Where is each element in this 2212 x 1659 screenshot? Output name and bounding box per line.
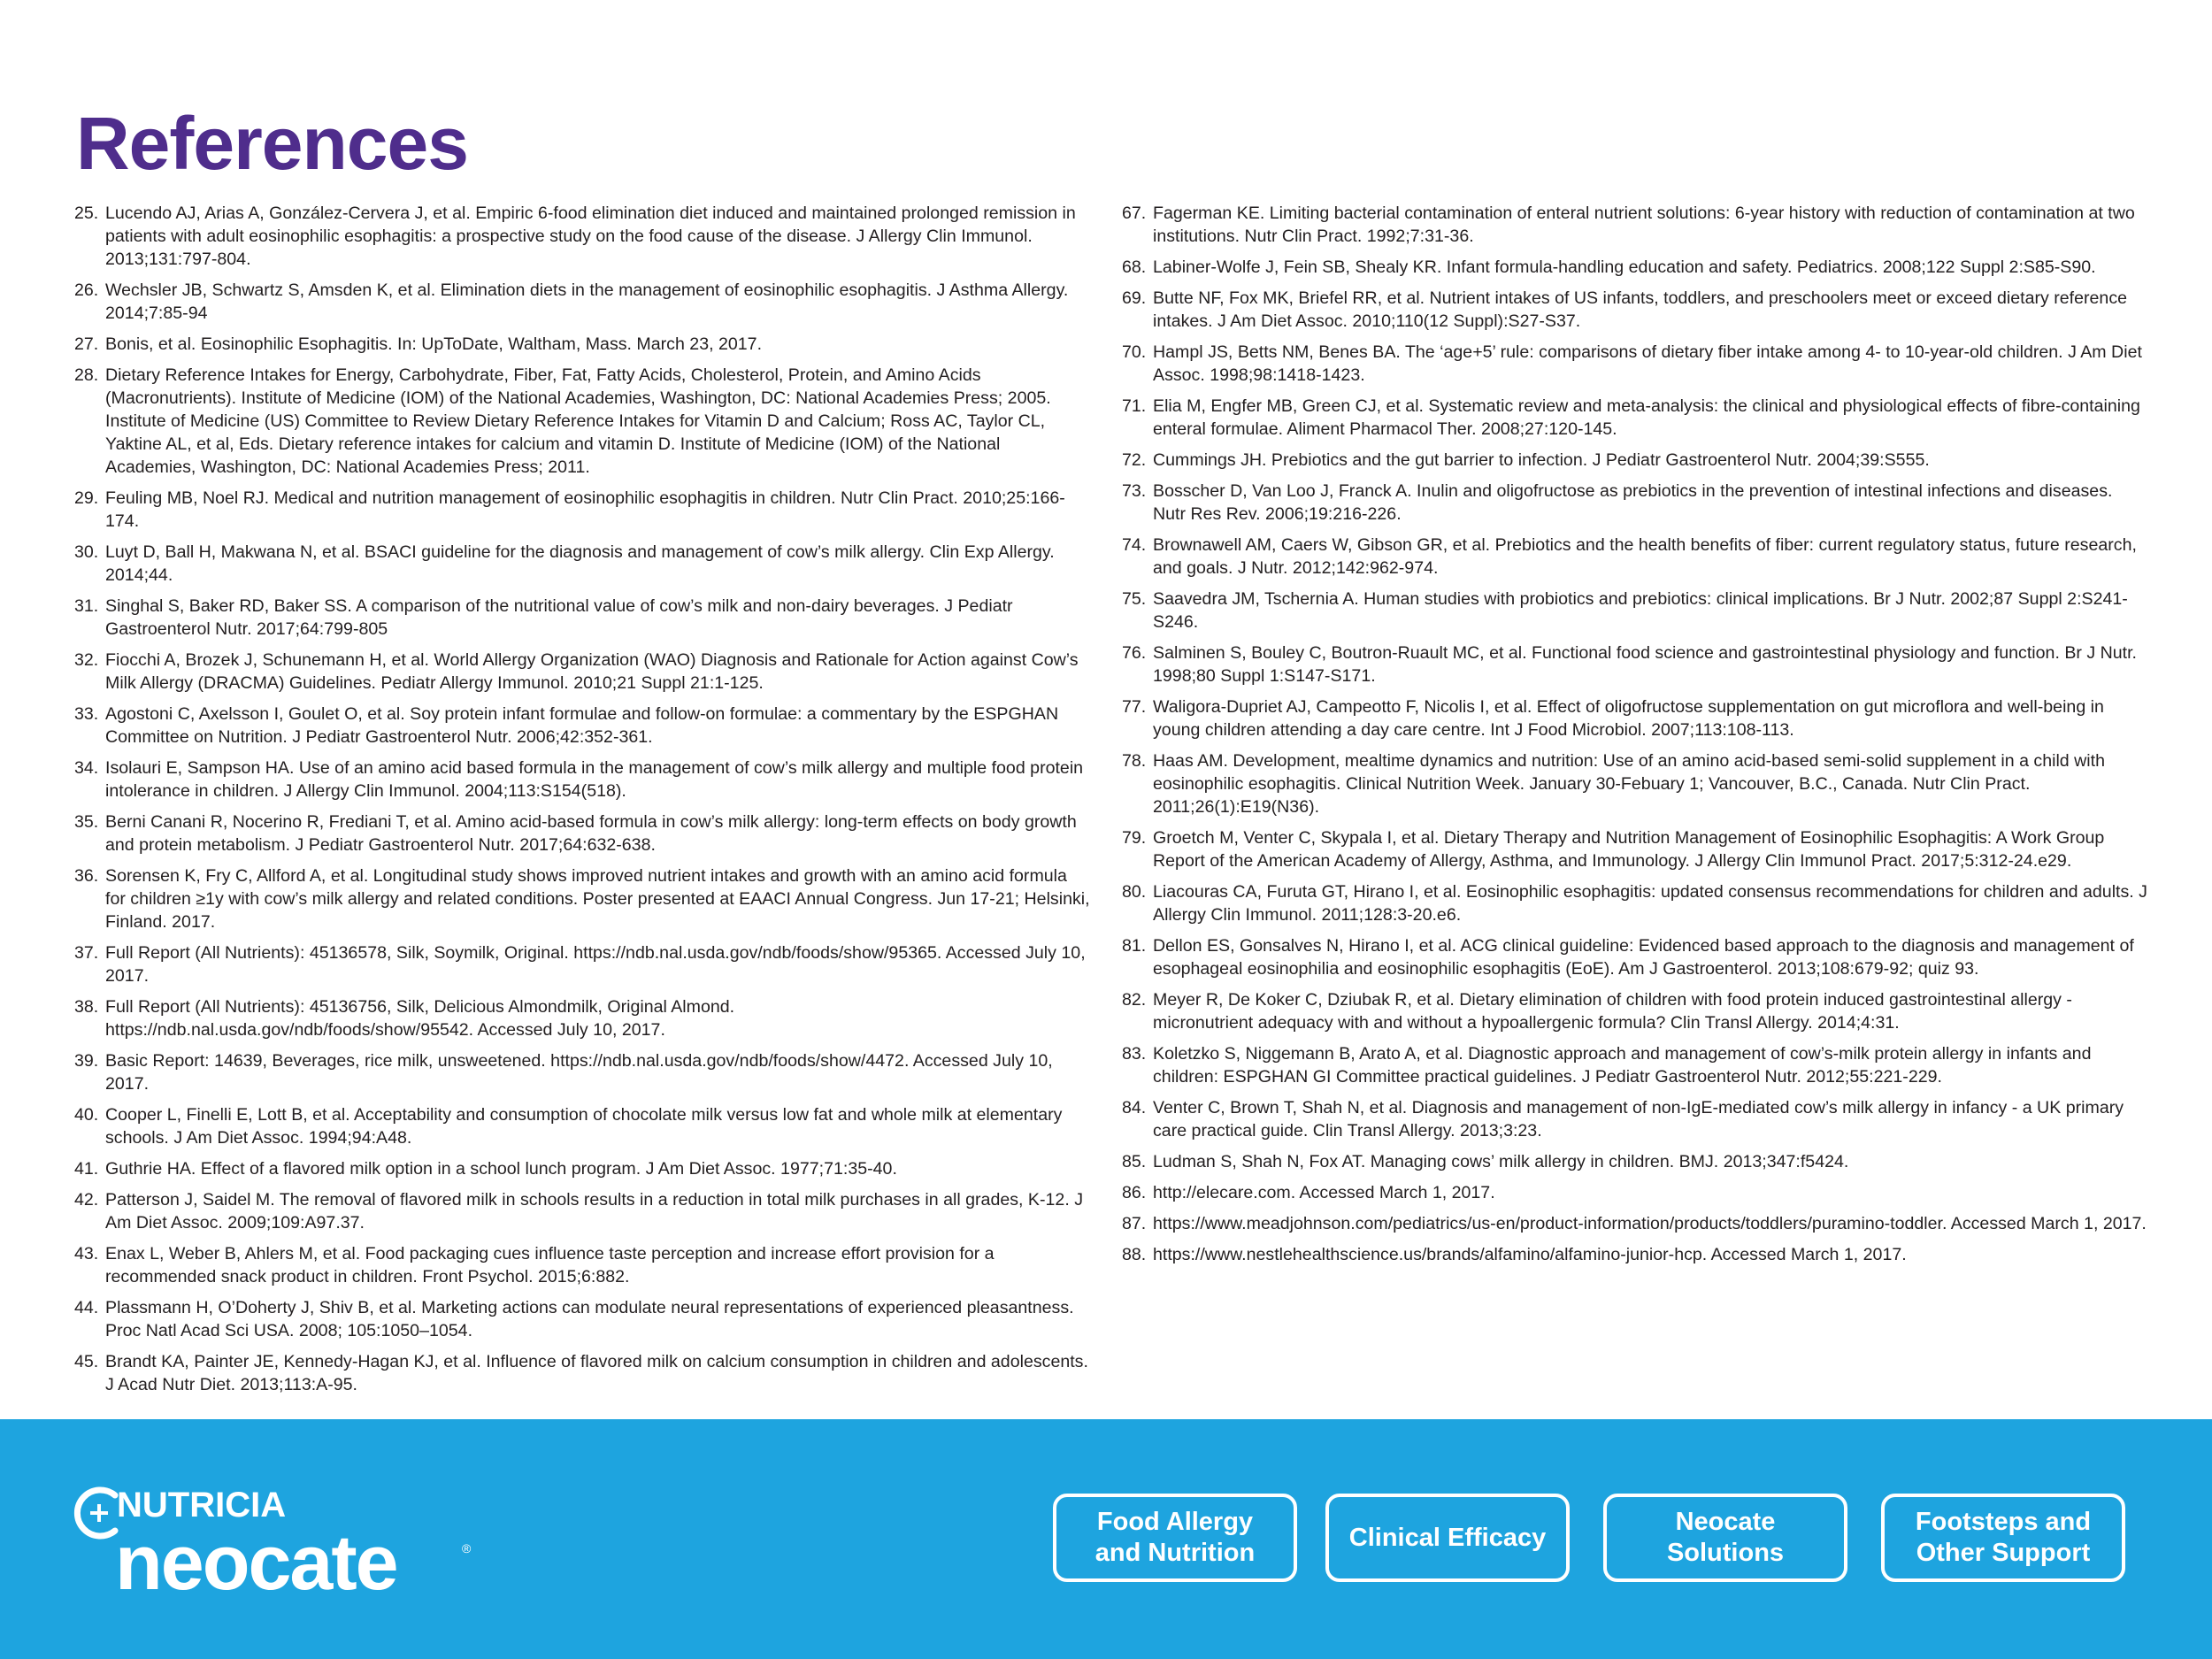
reference-number: 28. xyxy=(74,365,99,385)
reference-item xyxy=(74,541,1092,587)
reference-number: 35. xyxy=(74,812,99,832)
reference-item xyxy=(74,487,1092,533)
reference-number: 87. xyxy=(1122,1214,1147,1233)
reference-text: Bonis, et al. Eosinophilic Esophagitis. In: UpToDate, Waltham, Mass. March 23, 2017. xyxy=(105,334,763,354)
reference-number: 32. xyxy=(74,650,99,670)
reference-number: 30. xyxy=(74,542,99,562)
reference-text: Brandt KA, Painter JE, Kennedy-Hagan KJ, et al. Influence of flavored milk on calcium consumption in children and adolescents. J Acad Nutr Diet. 2013;113:A-95. xyxy=(105,1352,1088,1394)
reference-text: Groetch M, Venter C, Skypala I, et al. Dietary Therapy and Nutrition Management of Eosinophilic Esophagitis: A Work Group Report of the American Academy of Allergy, Asthma, and Immunology. J Allergy Clin Immunol Pract. 2017;5:312-24.e29. xyxy=(1153,828,2105,871)
reference-text: Waligora-Dupriet AJ, Campeotto F, Nicolis I, et al. Effect of oligofructose supplementation on gut microflora and well-being in young children attending a day care centre. Int J Food Microbiol. 2007;113:108-113. xyxy=(1153,697,2104,740)
reference-text: Elia M, Engfer MB, Green CJ, et al. Systematic review and meta-analysis: the clinical and physiological effects of fibre-containing enteral formulae. Aliment Pharmacol Ther. 2008;27:120-145. xyxy=(1153,396,2140,439)
references-left-column xyxy=(74,202,1092,1404)
reference-number: 71. xyxy=(1122,396,1147,416)
reference-item xyxy=(74,941,1092,987)
registered-mark: ® xyxy=(462,1541,472,1555)
reference-item xyxy=(74,1049,1092,1095)
reference-text: Liacouras CA, Furuta GT, Hirano I, et al. Eosinophilic esophagitis: updated consensus recommendations for children and adults. J Allergy Clin Immunol. 2011;128:3-20.e6. xyxy=(1153,882,2147,925)
reference-number: 40. xyxy=(74,1105,99,1125)
reference-item xyxy=(1122,988,2148,1034)
reference-text: Sorensen K, Fry C, Allford A, et al. Longitudinal study shows improved nutrient intakes and growth with an amino acid formula for children ≥1y with cow’s milk allergy and related conditions. Poster presented at EAACI Annual Congress. Jun 17-21; Helsinki, Finland. 2017. xyxy=(105,866,1090,932)
reference-number: 80. xyxy=(1122,882,1147,902)
logo-nutricia-text: NUTRICIA xyxy=(117,1486,287,1525)
reference-item xyxy=(74,1103,1092,1149)
reference-item xyxy=(74,279,1092,325)
reference-text: Singhal S, Baker RD, Baker SS. A comparison of the nutritional value of cow’s milk and non-dairy beverages. J Pediatr Gastroenterol Nutr. 2017;64:799-805 xyxy=(105,596,1013,639)
reference-text: http://elecare.com. Accessed March 1, 2017. xyxy=(1153,1183,1495,1202)
references-right-column xyxy=(1122,202,2148,1274)
reference-number: 41. xyxy=(74,1159,99,1179)
reference-number: 88. xyxy=(1122,1245,1147,1264)
reference-item xyxy=(1122,749,2148,818)
reference-text: Feuling MB, Noel RJ. Medical and nutrition management of eosinophilic esophagitis in children. Nutr Clin Pract. 2010;25:166-174. xyxy=(105,488,1065,531)
reference-item xyxy=(1122,202,2148,248)
reference-text: Luyt D, Ball H, Makwana N, et al. BSACI guideline for the diagnosis and management of cow’s milk allergy. Clin Exp Allergy. 2014;44. xyxy=(105,542,1055,585)
reference-text: Isolauri E, Sampson HA. Use of an amino acid based formula in the management of cow’s milk allergy and multiple food protein intolerance in children. J Allergy Clin Immunol. 2004;113:S154(518). xyxy=(105,758,1084,801)
reference-number: 25. xyxy=(74,204,99,223)
reference-number: 33. xyxy=(74,704,99,724)
reference-item xyxy=(1122,934,2148,980)
reference-item xyxy=(1122,1212,2148,1235)
reference-item xyxy=(74,757,1092,803)
reference-number: 84. xyxy=(1122,1098,1147,1118)
reference-text: Hampl JS, Betts NM, Benes BA. The ‘age+5’ rule: comparisons of dietary fiber intake among 4- to 10-year-old children. J Am Diet Assoc. 1998;98:1418-1423. xyxy=(1153,342,2142,385)
reference-number: 76. xyxy=(1122,643,1147,663)
reference-number: 27. xyxy=(74,334,99,354)
reference-number: 75. xyxy=(1122,589,1147,609)
reference-text: https://www.nestlehealthscience.us/brands/alfamino/alfamino-junior-hcp. Accessed March 1, 2017. xyxy=(1153,1245,1907,1264)
reference-number: 44. xyxy=(74,1298,99,1317)
reference-number: 72. xyxy=(1122,450,1147,470)
reference-text: Plassmann H, O’Doherty J, Shiv B, et al. Marketing actions can modulate neural representations of experienced pleasantness. Proc Natl Acad Sci USA. 2008; 105:1050–1054. xyxy=(105,1298,1074,1340)
reference-number: 42. xyxy=(74,1190,99,1210)
reference-item xyxy=(74,1350,1092,1396)
reference-number: 79. xyxy=(1122,828,1147,848)
reference-item xyxy=(74,864,1092,933)
reference-item xyxy=(1122,1096,2148,1142)
reference-item xyxy=(1122,1181,2148,1204)
reference-text: Meyer R, De Koker C, Dziubak R, et al. Dietary elimination of children with food protein induced gastrointestinal allergy - micronutrient adequacy with and without a hypoallergenic formula? Clin Transl Allergy. 2014;4:31. xyxy=(1153,990,2072,1033)
reference-text: Bosscher D, Van Loo J, Franck A. Inulin and oligofructose as prebiotics in the prevention of intestinal infections and diseases. Nutr Res Rev. 2006;19:216-226. xyxy=(1153,481,2113,524)
reference-number: 29. xyxy=(74,488,99,508)
nav-button-footsteps-other-support[interactable]: Footsteps and Other Support xyxy=(1881,1494,2125,1582)
reference-number: 39. xyxy=(74,1051,99,1071)
reference-number: 68. xyxy=(1122,257,1147,277)
reference-item xyxy=(74,1188,1092,1234)
reference-number: 26. xyxy=(74,280,99,300)
reference-item xyxy=(1122,695,2148,741)
reference-text: Venter C, Brown T, Shah N, et al. Diagnosis and management of non-IgE-mediated cow’s milk allergy in infancy - a UK primary care practical guide. Clin Transl Allergy. 2013;3:23. xyxy=(1153,1098,2124,1141)
reference-text: Fagerman KE. Limiting bacterial contamination of enteral nutrient solutions: 6-year history with reduction of contamination at two institutions. Nutr Clin Pract. 1992;7:31-36. xyxy=(1153,204,2135,246)
reference-text: Fiocchi A, Brozek J, Schunemann H, et al. World Allergy Organization (WAO) Diagnosis and Rationale for Action against Cow’s Milk Allergy (DRACMA) Guidelines. Pediatr Allergy Immunol. 2010;21 Suppl 21:1-125. xyxy=(105,650,1079,693)
reference-item xyxy=(1122,880,2148,926)
reference-number: 37. xyxy=(74,943,99,963)
reference-text: Full Report (All Nutrients): 45136578, Silk, Soymilk, Original. https://ndb.nal.usda.gov/ndb/foods/show/95365. Accessed July 10, 2017. xyxy=(105,943,1086,986)
nutricia-neocate-logo[interactable] xyxy=(73,1485,488,1609)
reference-number: 43. xyxy=(74,1244,99,1263)
reference-text: Guthrie HA. Effect of a flavored milk option in a school lunch program. J Am Diet Assoc. 1977;71:35-40. xyxy=(105,1159,897,1179)
reference-item xyxy=(1122,1042,2148,1088)
reference-text: Wechsler JB, Schwartz S, Amsden K, et al. Elimination diets in the management of eosinophilic esophagitis. J Asthma Allergy. 2014;7:85-94 xyxy=(105,280,1069,323)
reference-item xyxy=(1122,826,2148,872)
reference-item xyxy=(74,1242,1092,1288)
reference-number: 81. xyxy=(1122,936,1147,956)
page-title: References xyxy=(76,102,468,185)
reference-text: Brownawell AM, Caers W, Gibson GR, et al. Prebiotics and the health benefits of fiber: current regulatory status, future research, and goals. J Nutr. 2012;142:962-974. xyxy=(1153,535,2137,578)
reference-text: Koletzko S, Niggemann B, Arato A, et al. Diagnostic approach and management of cow’s-milk protein allergy in infants and children: ESPGHAN GI Committee practical guidelines. J Pediatr Gastroenterol Nutr. 2012;55:221-229. xyxy=(1153,1044,2092,1087)
reference-text: Lucendo AJ, Arias A, González-Cervera J, et al. Empiric 6-food elimination diet induced and maintained prolonged remission in patients with adult eosinophilic esophagitis: a prospective study on the food cause of the disease. J Allergy Clin Immunol. 2013;131:797-804. xyxy=(105,204,1076,269)
reference-item xyxy=(74,333,1092,356)
nav-button-food-allergy-nutrition[interactable]: Food Allergy and Nutrition xyxy=(1053,1494,1297,1582)
reference-number: 74. xyxy=(1122,535,1147,555)
reference-item xyxy=(74,649,1092,695)
reference-text: Haas AM. Development, mealtime dynamics and nutrition: Use of an amino acid-based semi-solid supplement in a child with eosinophilic esophagitis. Clinical Nutrition Week. January 30-Febuary 1; Vancouver, B.C., Canada. Nutr Clin Pract. 2011;26(1):E19(N36). xyxy=(1153,751,2105,817)
reference-text: Full Report (All Nutrients): 45136756, Silk, Delicious Almondmilk, Original Almond. https://ndb.nal.usda.gov/ndb/foods/show/95542. Accessed July 10, 2017. xyxy=(105,997,735,1040)
reference-text: Saavedra JM, Tschernia A. Human studies with probiotics and prebiotics: clinical implications. Br J Nutr. 2002;87 Suppl 2:S241-S246. xyxy=(1153,589,2128,632)
reference-item xyxy=(74,810,1092,856)
reference-number: 85. xyxy=(1122,1152,1147,1171)
logo-neocate-text: neocate xyxy=(115,1518,397,1606)
reference-item xyxy=(74,202,1092,271)
reference-number: 78. xyxy=(1122,751,1147,771)
reference-item xyxy=(74,1296,1092,1342)
reference-item xyxy=(74,703,1092,749)
footer-bar xyxy=(0,1419,2212,1659)
reference-text: Salminen S, Bouley C, Boutron-Ruault MC, et al. Functional food science and gastrointestinal physiology and function. Br J Nutr. 1998;80 Suppl 1:S147-S171. xyxy=(1153,643,2137,686)
reference-item xyxy=(1122,256,2148,279)
reference-text: Basic Report: 14639, Beverages, rice milk, unsweetened. https://ndb.nal.usda.gov/ndb/foods/show/4472. Accessed July 10, 2017. xyxy=(105,1051,1053,1094)
reference-text: Labiner-Wolfe J, Fein SB, Shealy KR. Infant formula-handling education and safety. Pediatrics. 2008;122 Suppl 2:S85-S90. xyxy=(1153,257,2096,277)
reference-item xyxy=(1122,641,2148,687)
reference-text: Ludman S, Shah N, Fox AT. Managing cows’ milk allergy in children. BMJ. 2013;347:f5424. xyxy=(1153,1152,1849,1171)
reference-item xyxy=(1122,449,2148,472)
reference-number: 82. xyxy=(1122,990,1147,1010)
reference-text: Enax L, Weber B, Ahlers M, et al. Food packaging cues influence taste perception and increase effort provision for a recommended snack product in children. Front Psychol. 2015;6:882. xyxy=(105,1244,995,1286)
reference-item xyxy=(1122,534,2148,580)
reference-number: 45. xyxy=(74,1352,99,1371)
reference-number: 67. xyxy=(1122,204,1147,223)
reference-item xyxy=(1122,1150,2148,1173)
reference-item xyxy=(1122,480,2148,526)
reference-item xyxy=(1122,588,2148,634)
reference-item xyxy=(74,364,1092,479)
nav-button-clinical-efficacy[interactable]: Clinical Efficacy xyxy=(1325,1494,1570,1582)
reference-item xyxy=(1122,395,2148,441)
reference-number: 36. xyxy=(74,866,99,886)
reference-item xyxy=(74,1157,1092,1180)
reference-number: 73. xyxy=(1122,481,1147,501)
reference-text: Butte NF, Fox MK, Briefel RR, et al. Nutrient intakes of US infants, toddlers, and preschoolers meet or exceed dietary reference intakes. J Am Diet Assoc. 2010;110(12 Suppl):S27-S37. xyxy=(1153,288,2128,331)
reference-number: 70. xyxy=(1122,342,1147,362)
reference-text: Berni Canani R, Nocerino R, Frediani T, et al. Amino acid-based formula in cow’s milk allergy: long-term effects on body growth and protein metabolism. J Pediatr Gastroenterol Nutr. 2017;64:632-638. xyxy=(105,812,1077,855)
reference-text: Agostoni C, Axelsson I, Goulet O, et al. Soy protein infant formulae and follow-on formulae: a commentary by the ESPGHAN Committee on Nutrition. J Pediatr Gastroenterol Nutr. 2006;42:352-361. xyxy=(105,704,1059,747)
reference-number: 83. xyxy=(1122,1044,1147,1064)
reference-text: Patterson J, Saidel M. The removal of flavored milk in schools results in a reduction in total milk purchases in all grades, K-12. J Am Diet Assoc. 2009;109:A97.37. xyxy=(105,1190,1084,1233)
reference-item xyxy=(1122,1243,2148,1266)
reference-text: https://www.meadjohnson.com/pediatrics/us-en/product-information/products/toddlers/puramino-toddler. Accessed March 1, 2017. xyxy=(1153,1214,2147,1233)
nav-button-neocate-solutions[interactable]: Neocate Solutions xyxy=(1603,1494,1847,1582)
reference-item xyxy=(74,595,1092,641)
reference-number: 31. xyxy=(74,596,99,616)
reference-number: 86. xyxy=(1122,1183,1147,1202)
reference-item xyxy=(1122,287,2148,333)
reference-text: Dietary Reference Intakes for Energy, Carbohydrate, Fiber, Fat, Fatty Acids, Cholesterol, Protein, and Amino Acids (Macronutrients). Institute of Medicine (IOM) of the National Academies, Washington, DC: National Academies Press; 2005. Institute of Medicine (US) Committee to Review Dietary Reference Intakes for Vitamin D and Calcium; Ross AC, Taylor CL, Yaktine AL, et al, Eds. Dietary reference intakes for calcium and vitamin D. Institute of Medicine (IOM) of the National Academies, Washington, DC: National Academies Press; 2011. xyxy=(105,365,1051,477)
reference-number: 69. xyxy=(1122,288,1147,308)
reference-item xyxy=(1122,341,2148,387)
reference-number: 77. xyxy=(1122,697,1147,717)
reference-number: 38. xyxy=(74,997,99,1017)
reference-text: Dellon ES, Gonsalves N, Hirano I, et al. ACG clinical guideline: Evidenced based approach to the diagnosis and management of esophageal eosinophilia and eosinophilic esophagitis (EoE). Am J Gastroenterol. 2013;108:679-92; quiz 93. xyxy=(1153,936,2134,979)
reference-text: Cooper L, Finelli E, Lott B, et al. Acceptability and consumption of chocolate milk versus low fat and whole milk at elementary schools. J Am Diet Assoc. 1994;94:A48. xyxy=(105,1105,1063,1148)
reference-number: 34. xyxy=(74,758,99,778)
reference-item xyxy=(74,995,1092,1041)
reference-text: Cummings JH. Prebiotics and the gut barrier to infection. J Pediatr Gastroenterol Nutr. 2004;39:S555. xyxy=(1153,450,1930,470)
